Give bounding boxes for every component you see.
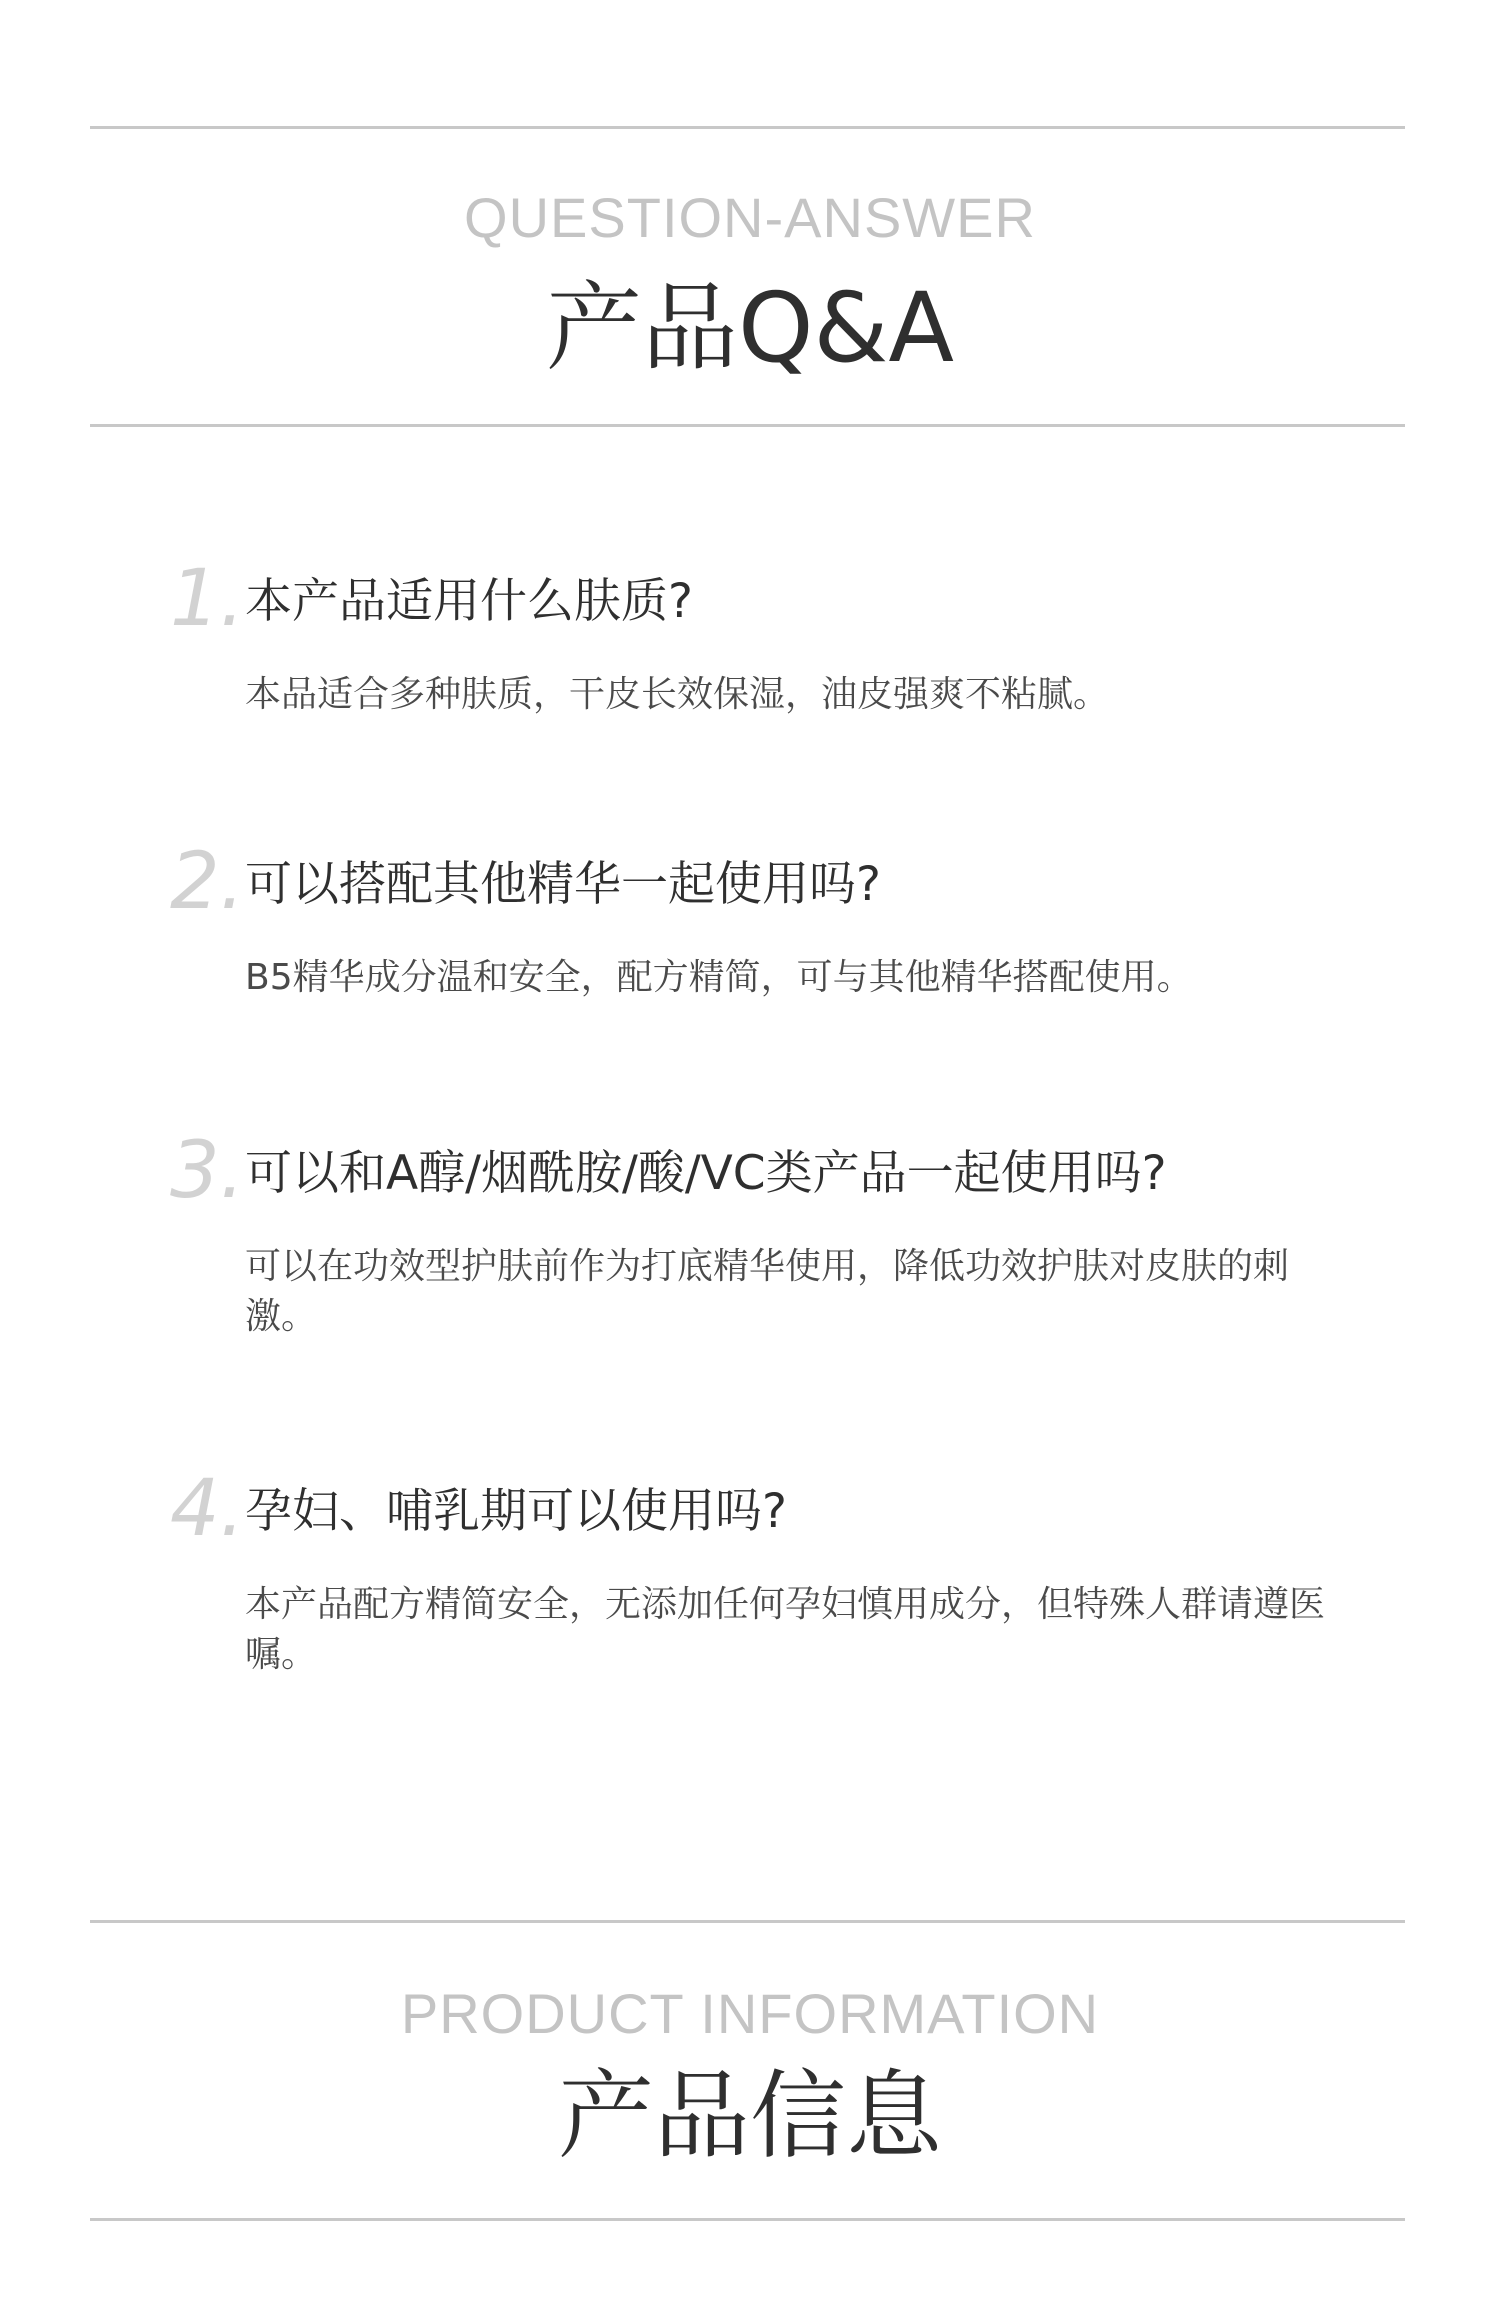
info-top-divider bbox=[90, 1920, 1405, 1923]
qa-section-title-en: QUESTION-ANSWER bbox=[464, 186, 1036, 249]
qa-number-4: 4. bbox=[170, 1464, 245, 1554]
qa-answer-4: 本产品配方精简安全，无添加任何孕妇慎用成分，但特殊人群请遵医嘱。 bbox=[245, 1584, 1326, 1675]
qa-question-1: 本产品适用什么肤质? bbox=[245, 574, 693, 629]
qa-answer-2: B5精华成分温和安全，配方精简，可与其他精华搭配使用。 bbox=[245, 957, 1193, 998]
qa-section-title-cn: 产品Q&A bbox=[545, 272, 955, 384]
qa-answer-3: 可以在功效型护肤前作为打底精华使用，降低功效护肤对皮肤的刺激。 bbox=[245, 1246, 1290, 1337]
qa-question-2: 可以搭配其他精华一起使用吗? bbox=[245, 857, 881, 912]
info-section-title-cn: 产品信息 bbox=[558, 2060, 942, 2172]
qa-question-4: 孕妇、哺乳期可以使用吗? bbox=[245, 1484, 787, 1539]
qa-number-3: 3. bbox=[170, 1126, 245, 1216]
qa-top-divider bbox=[90, 126, 1405, 129]
qa-answer-1: 本品适合多种肤质，干皮长效保湿，油皮强爽不粘腻。 bbox=[245, 674, 1110, 715]
qa-number-1: 1. bbox=[170, 554, 245, 644]
info-section-title-en: PRODUCT INFORMATION bbox=[400, 1982, 1100, 2045]
qa-question-3: 可以和A醇/烟酰胺/酸/VC类产品一起使用吗? bbox=[245, 1146, 1167, 1201]
qa-bottom-divider bbox=[90, 424, 1405, 427]
info-bottom-divider bbox=[90, 2218, 1405, 2221]
qa-number-2: 2. bbox=[170, 837, 245, 927]
